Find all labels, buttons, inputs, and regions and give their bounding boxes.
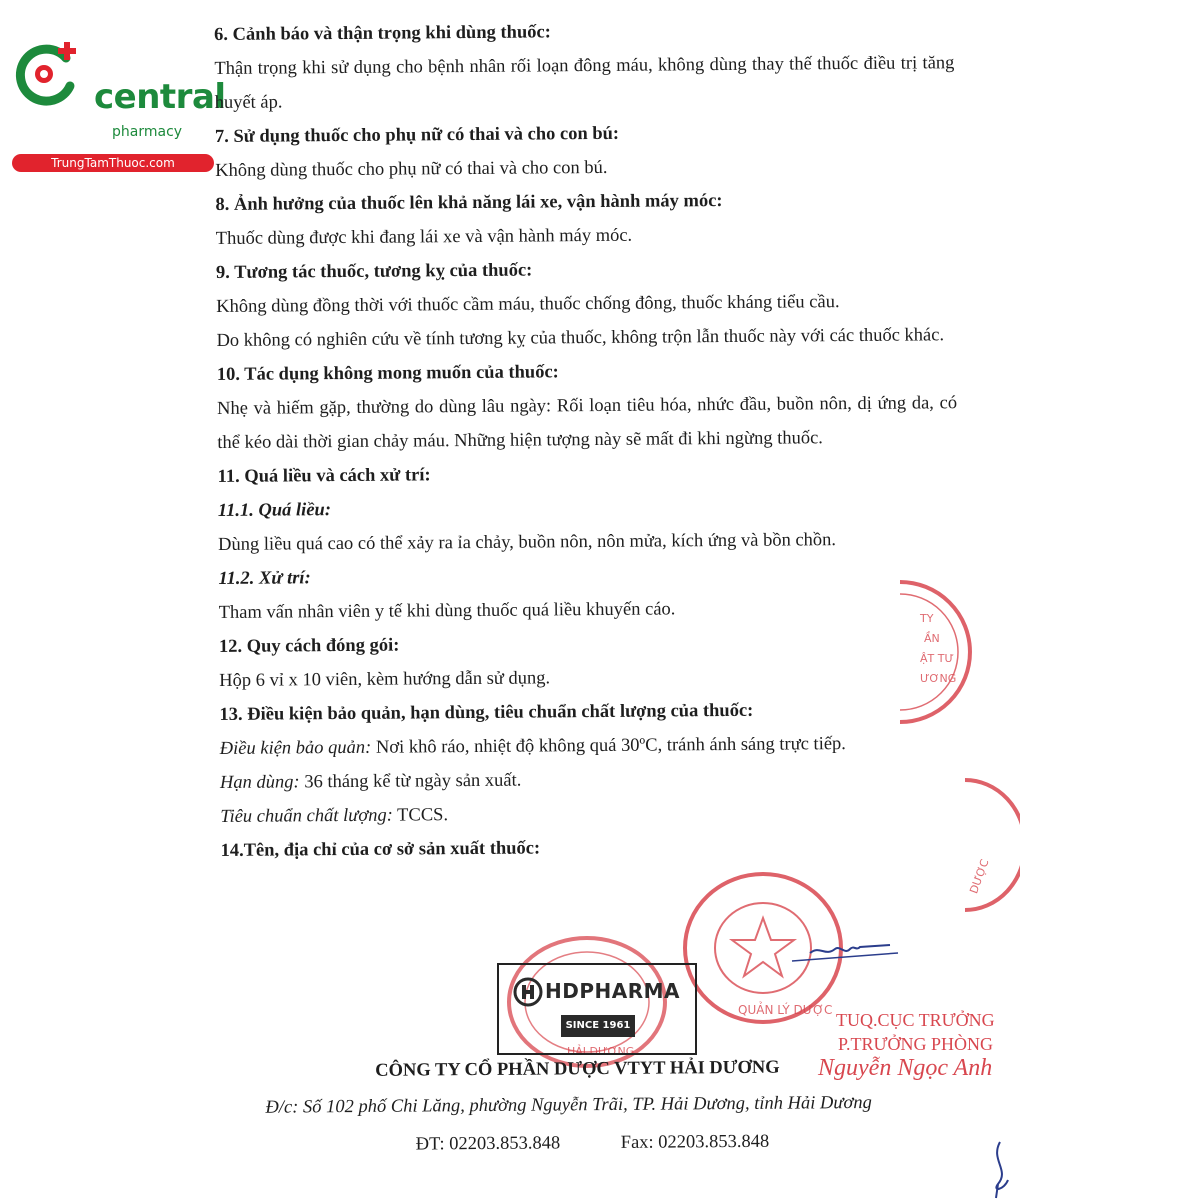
section-heading: 13. Điều kiện bảo quản, hạn dùng, tiêu chuẩn chất lượng của thuốc:	[219, 700, 754, 725]
central-logo-icon	[8, 36, 88, 116]
signature-title-1: TUQ.CỤC TRƯỞNG	[836, 1010, 995, 1030]
section-heading: 11. Quá liều và cách xử trí:	[217, 465, 431, 487]
signature-scribble	[790, 935, 900, 965]
svg-text:ẬT TƯ: ẬT TƯ	[920, 652, 954, 665]
quality-standard-line	[220, 794, 960, 834]
company-address: Đ/c: Số 102 phố Chi Lăng, phường Nguyễn Trãi, TP. Hải Dương, tỉnh Hải Dương	[265, 1092, 872, 1118]
shelf-life-line	[220, 760, 960, 800]
svg-text:TY: TY	[920, 612, 934, 625]
quality-standard-value: TCCS.	[392, 805, 449, 826]
company-phone: ĐT: 02203.853.848	[415, 1133, 561, 1155]
hdpharma-emblem-icon	[513, 977, 543, 1007]
section-paragraph: Dùng liều quá cao có thể xảy ra ỉa chảy, buồn nôn, nôn mửa, kích ứng và bồn chồn.	[218, 530, 837, 555]
ministry-stamp-edge	[960, 775, 1020, 915]
section-heading: 8. Ảnh hưởng của thuốc lên khả năng lái xe, vận hành máy móc:	[215, 191, 723, 215]
section-heading: 6. Cảnh báo và thận trọng khi dùng thuốc:	[214, 22, 551, 45]
svg-text:DƯỢC: DƯỢC	[967, 857, 992, 896]
storage-line	[220, 726, 960, 766]
section-heading: 9. Tương tác thuốc, tương kỵ của thuốc:	[215, 260, 533, 283]
company-fax: Fax: 02203.853.848	[620, 1131, 770, 1153]
section-heading: 12. Quy cách đóng gói:	[218, 635, 400, 657]
svg-text:ẦN: ẦN	[924, 632, 940, 645]
company-stamp-right	[890, 572, 990, 732]
svg-text:HẢI DƯƠNG: HẢI DƯƠNG	[567, 1045, 635, 1058]
logo-brand-name: central	[94, 77, 226, 117]
section-heading: 7. Sử dụng thuốc cho phụ nữ có thai và cho con bú:	[214, 123, 620, 147]
svg-text:ƯƠNG: ƯƠNG	[920, 672, 957, 685]
section-heading: 14.Tên, địa chỉ của cơ sở sản xuất thuốc:	[220, 838, 541, 861]
storage-value: Nơi khô ráo, nhiệt độ không quá 30ºC, tránh ánh sáng trực tiếp.	[371, 734, 846, 758]
shelf-life-label: Hạn dùng:	[219, 772, 300, 793]
svg-text:QUẢN LÝ DƯỢC: QUẢN LÝ DƯỢC	[738, 1003, 833, 1017]
company-name: CÔNG TY CỔ PHẦN DƯỢC VTYT HẢI DƯƠNG	[375, 1057, 780, 1081]
section-paragraph: Do không có nghiên cứu về tính tương kỵ của thuốc, không trộn lẫn thuốc này với các thuốc khác.	[216, 325, 945, 351]
central-pharmacy-logo	[8, 36, 226, 170]
section-paragraph: Thận trọng khi sử dụng cho bệnh nhân rối loạn đông máu, không dùng thay thế thuốc điều trị tăng huyết áp.	[214, 53, 955, 113]
logo-subtitle: pharmacy	[112, 124, 183, 140]
leaflet-body	[214, 12, 961, 868]
hdpharma-logo	[497, 963, 697, 1055]
section-paragraph: Nhẹ và hiếm gặp, thường do dùng lâu ngày: Rối loạn tiêu hóa, nhức đầu, buồn nôn, dị ứng da, có thể kéo dài thời gian chảy máu. Những hiện tượng này sẽ mất đi khi ngừng thuốc.	[216, 393, 958, 453]
section-paragraph: Tham vấn nhân viên y tế khi dùng thuốc quá liều khuyến cáo.	[218, 599, 676, 623]
quality-standard-label: Tiêu chuẩn chất lượng:	[220, 805, 393, 827]
hdpharma-name: HDPHARMA	[545, 979, 680, 1003]
section-paragraph: Không dùng thuốc cho phụ nữ có thai và cho con bú.	[215, 157, 608, 181]
signatory-name: Nguyễn Ngọc Anh	[818, 1055, 993, 1081]
logo-url-badge: TrungTamThuoc.com	[12, 154, 214, 172]
subsection-heading: 11.2. Xử trí:	[218, 568, 311, 589]
section-paragraph: Hộp 6 vỉ x 10 viên, kèm hướng dẫn sử dụng.	[219, 668, 551, 691]
section-paragraph: Không dùng đồng thời với thuốc cầm máu, thuốc chống đông, thuốc kháng tiểu cầu.	[216, 292, 840, 317]
hdpharma-since: SINCE 1961	[561, 1015, 635, 1037]
subsection-heading: 11.1. Quá liều:	[217, 500, 332, 521]
section-heading: 10. Tác dụng không mong muốn của thuốc:	[216, 362, 559, 385]
shelf-life-value: 36 tháng kể từ ngày sản xuất.	[299, 770, 522, 793]
section-paragraph: Thuốc dùng được khi đang lái xe và vận hành máy móc.	[215, 225, 633, 249]
initial-mark	[980, 1140, 1020, 1200]
storage-label: Điều kiện bảo quản:	[219, 737, 372, 759]
signature-title-2: P.TRƯỞNG PHÒNG	[838, 1034, 993, 1054]
